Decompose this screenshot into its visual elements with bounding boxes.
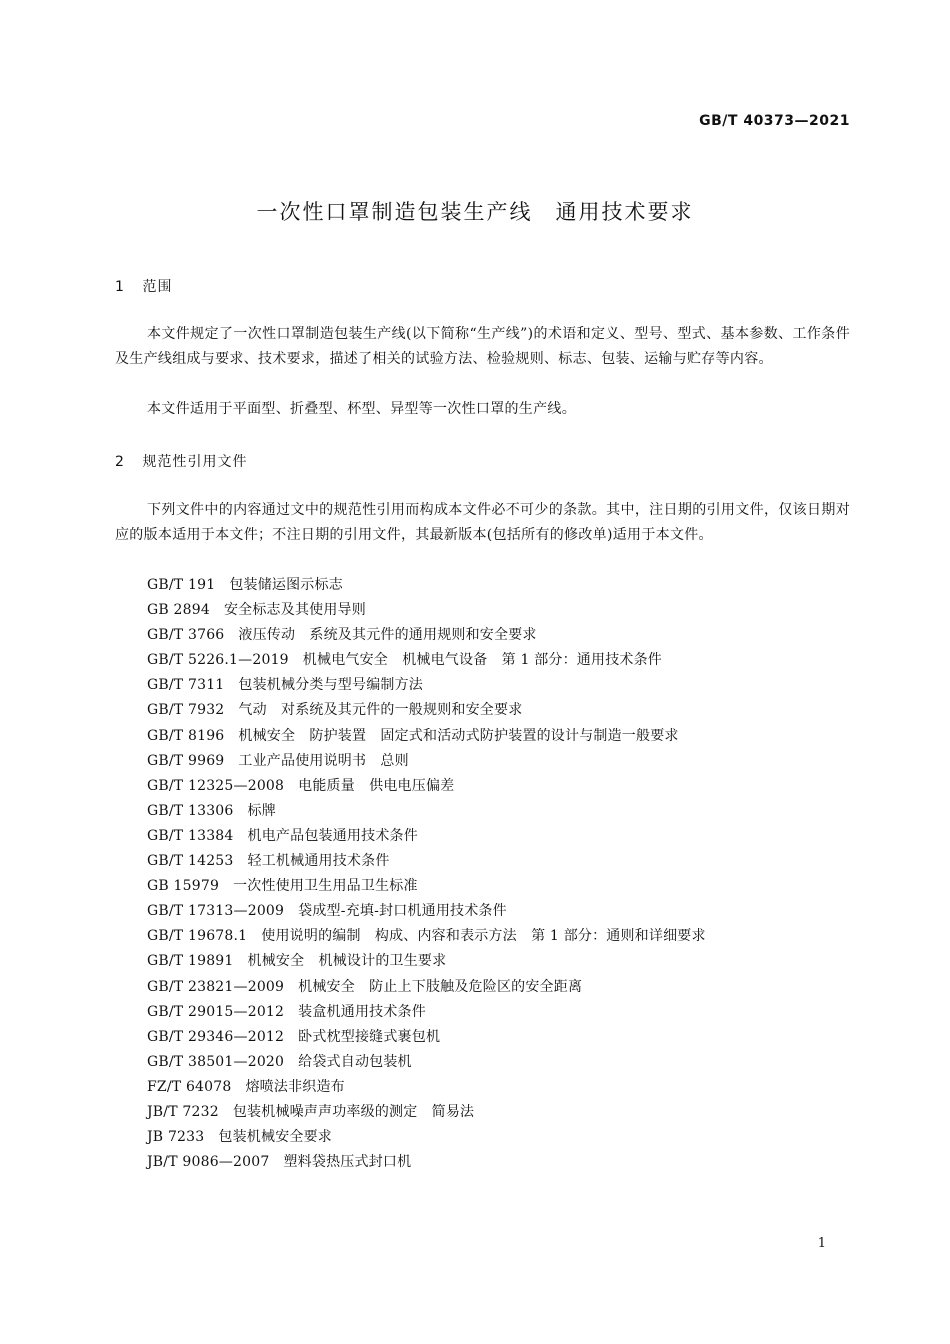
reference-code: GB/T 29346—2012 xyxy=(147,1028,285,1045)
section-2-heading xyxy=(115,451,247,471)
reference-item xyxy=(147,1025,706,1050)
reference-title: 气动 对系统及其元件的一般规则和安全要求 xyxy=(238,702,523,719)
reference-item xyxy=(147,623,706,648)
reference-item xyxy=(147,698,706,723)
reference-item xyxy=(147,824,706,849)
reference-title: 卧式枕型接缝式裹包机 xyxy=(298,1028,441,1045)
reference-title: 安全标志及其使用导则 xyxy=(223,602,366,619)
reference-code: JB/T 7232 xyxy=(147,1103,219,1120)
reference-title: 使用说明的编制 构成、内容和表示方法 第 1 部分：通则和详细要求 xyxy=(261,928,706,945)
reference-code: GB/T 5226.1—2019 xyxy=(147,652,289,669)
reference-code: GB/T 38501—2020 xyxy=(147,1053,285,1070)
reference-title: 工业产品使用说明书 总则 xyxy=(238,752,409,769)
reference-code: GB/T 8196 xyxy=(147,727,225,744)
reference-item xyxy=(147,724,706,749)
scope-paragraph-1: 本文件规定了一次性口罩制造包装生产线(以下简称“生产线”)的术语和定义、型号、型式、基本参数、工作条件及生产线组成与要求、技术要求，描述了相关的试验方法、检验规则、标志、包装、运输与贮存等内容。 xyxy=(115,326,850,367)
reference-item xyxy=(147,1050,706,1075)
reference-title: 机械安全 防止上下肢触及危险区的安全距离 xyxy=(298,978,583,995)
reference-code: GB/T 13384 xyxy=(147,827,234,844)
standard-code: GB/T 40373—2021 xyxy=(699,113,850,129)
reference-code: GB/T 13306 xyxy=(147,802,234,819)
reference-item xyxy=(147,924,706,949)
reference-item xyxy=(147,1075,706,1100)
reference-title: 一次性使用卫生用品卫生标准 xyxy=(233,878,418,895)
reference-code: GB/T 12325—2008 xyxy=(147,777,285,794)
reference-title: 机械安全 机械设计的卫生要求 xyxy=(247,953,447,970)
reference-code: FZ/T 64078 xyxy=(147,1078,232,1095)
reference-item xyxy=(147,1150,706,1175)
reference-title: 袋成型-充填-封口机通用技术条件 xyxy=(298,903,507,920)
reference-item xyxy=(147,899,706,924)
normative-references-intro: 下列文件中的内容通过文中的规范性引用而构成本文件必不可少的条款。其中，注日期的引用文件，仅该日期对应的版本适用于本文件；不注日期的引用文件，其最新版本(包括所有的修改单)适用于本文件。 xyxy=(115,502,850,543)
reference-code: JB 7233 xyxy=(147,1129,205,1146)
scope-paragraph-2: 本文件适用于平面型、折叠型、杯型、异型等一次性口罩的生产线。 xyxy=(147,401,576,417)
page-number: 1 xyxy=(817,1236,826,1251)
reference-code: JB/T 9086—2007 xyxy=(147,1154,270,1171)
reference-item xyxy=(147,849,706,874)
reference-item xyxy=(147,949,706,974)
reference-code: GB/T 9969 xyxy=(147,752,225,769)
reference-code: GB/T 19891 xyxy=(147,953,234,970)
section-number: 2 xyxy=(115,454,125,470)
reference-item xyxy=(147,975,706,1000)
reference-title: 塑料袋热压式封口机 xyxy=(283,1154,412,1171)
reference-item xyxy=(147,749,706,774)
reference-item xyxy=(147,799,706,824)
reference-code: GB 2894 xyxy=(147,602,210,619)
reference-code: GB/T 19678.1 xyxy=(147,928,248,945)
section-title: 范围 xyxy=(142,279,173,295)
reference-title: 给袋式自动包装机 xyxy=(298,1053,412,1070)
reference-title: 包装机械噪声声功率级的测定 简易法 xyxy=(232,1103,475,1120)
reference-code: GB/T 29015—2012 xyxy=(147,1003,285,1020)
reference-code: GB 15979 xyxy=(147,878,220,895)
reference-item xyxy=(147,673,706,698)
reference-code: GB/T 191 xyxy=(147,577,216,593)
reference-code: GB/T 3766 xyxy=(147,627,225,644)
reference-title: 电能质量 供电电压偏差 xyxy=(298,777,455,794)
reference-item xyxy=(147,1000,706,1025)
reference-item xyxy=(147,1125,706,1150)
reference-item xyxy=(147,598,706,623)
reference-item xyxy=(147,1100,706,1125)
reference-title: 装盒机通用技术条件 xyxy=(298,1003,426,1020)
section-title: 规范性引用文件 xyxy=(142,454,248,470)
reference-code: GB/T 17313—2009 xyxy=(147,903,285,920)
reference-item xyxy=(147,874,706,899)
reference-item xyxy=(147,573,706,598)
reference-title: 机械电气安全 机械电气设备 第 1 部分：通用技术条件 xyxy=(302,652,663,669)
reference-title: 机械安全 防护装置 固定式和活动式防护装置的设计与制造一般要求 xyxy=(238,727,679,744)
section-number: 1 xyxy=(115,279,125,295)
reference-item xyxy=(147,648,706,673)
reference-title: 包装储运图示标志 xyxy=(229,577,343,593)
reference-code: GB/T 7932 xyxy=(147,702,225,719)
section-1-heading xyxy=(115,276,172,296)
reference-title: 标牌 xyxy=(247,802,276,819)
reference-title: 轻工机械通用技术条件 xyxy=(247,853,390,870)
reference-title: 包装机械安全要求 xyxy=(218,1129,332,1146)
reference-code: GB/T 14253 xyxy=(147,853,234,870)
reference-title: 液压传动 系统及其元件的通用规则和安全要求 xyxy=(238,627,537,644)
reference-item xyxy=(147,774,706,799)
reference-title: 熔喷法非织造布 xyxy=(245,1078,345,1095)
document-title: 一次性口罩制造包装生产线 通用技术要求 xyxy=(256,200,694,224)
reference-title: 包装机械分类与型号编制方法 xyxy=(238,677,424,694)
reference-code: GB/T 7311 xyxy=(147,677,225,694)
reference-code: GB/T 23821—2009 xyxy=(147,978,285,995)
reference-list xyxy=(147,573,706,1175)
reference-title: 机电产品包装通用技术条件 xyxy=(247,827,418,844)
